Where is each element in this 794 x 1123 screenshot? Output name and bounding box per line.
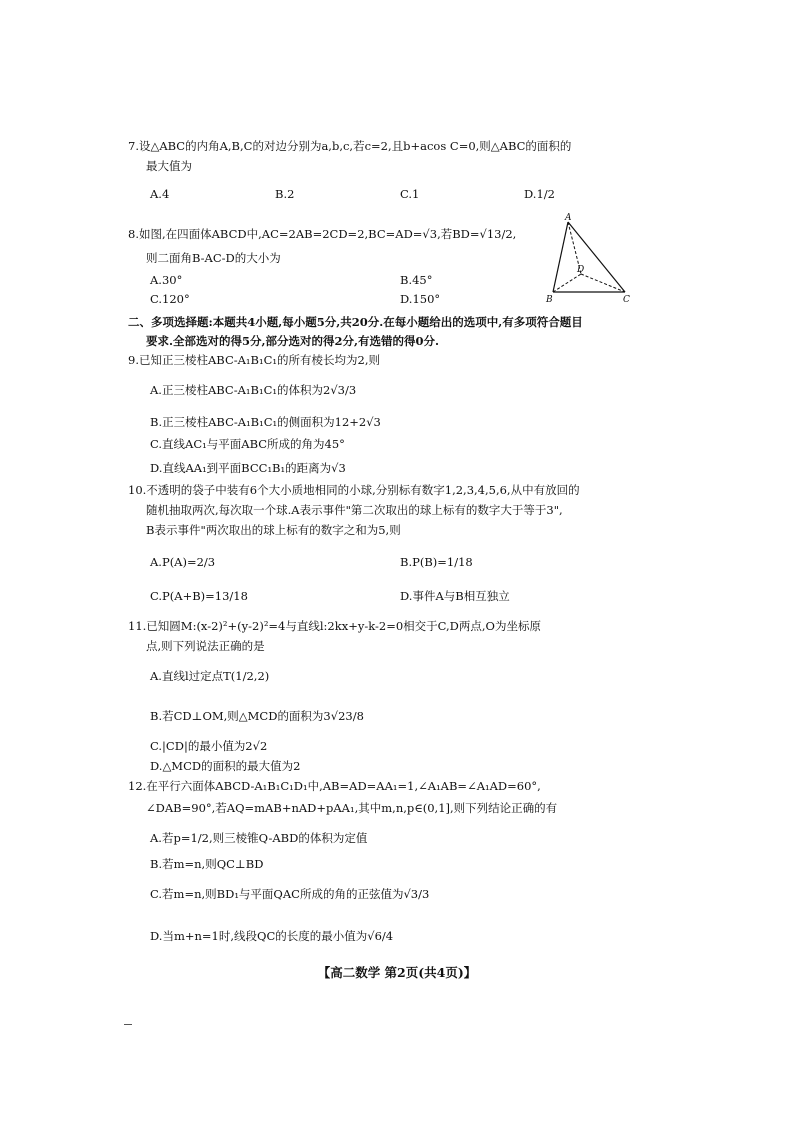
q12-option-d: D.当m+n=1时,线段QC的长度的最小值为√6/4 (150, 929, 394, 943)
q11-option-c: C.|CD|的最小值为2√2 (150, 739, 268, 753)
edge-bd (553, 274, 581, 292)
label-b: B (546, 295, 553, 304)
q10-option-c: C.P(A+B)=13/18 (150, 589, 248, 603)
q10-stem-line2: 随机抽取两次,每次取一个球.A表示事件"第二次取出的球上标有的数字大于等于3", (146, 503, 563, 517)
q10-option-d: D.事件A与B相互独立 (400, 589, 510, 603)
q11-option-b: B.若CD⊥OM,则△MCD的面积为3√23/8 (150, 709, 364, 723)
q9-option-c: C.直线AC₁与平面ABC所成的角为45° (150, 437, 345, 451)
q8-option-c: C.120° (150, 292, 190, 306)
q7-stem-line1: 7.设△ABC的内角A,B,C的对边分别为a,b,c,若c=2,且b+acos C=0,则△ABC的面积的 (128, 139, 572, 153)
section2-heading-line1: 二、多项选择题:本题共4小题,每小题5分,共20分.在每小题给出的选项中,有多项符合题目 (128, 315, 583, 329)
page-footer: 【高二数学 第2页(共4页)】 (317, 965, 477, 980)
q12-option-b: B.若m=n,则QC⊥BD (150, 857, 264, 871)
q12-option-c: C.若m=n,则BD₁与平面QAC所成的角的正弦值为√3/3 (150, 887, 430, 901)
q9-option-b: B.正三棱柱ABC-A₁B₁C₁的侧面积为12+2√3 (150, 415, 381, 429)
q7-stem-line2: 最大值为 (146, 159, 192, 173)
q10-stem-line3: B表示事件"两次取出的球上标有的数字之和为5,则 (146, 523, 401, 537)
q8-option-a: A.30° (150, 273, 183, 287)
q8-option-b: B.45° (400, 273, 433, 287)
q10-option-a: A.P(A)=2/3 (150, 555, 216, 569)
section2-heading-line2: 要求.全部选对的得5分,部分选对的得2分,有选错的得0分. (146, 334, 440, 348)
q7-option-a: A.4 (150, 187, 170, 201)
label-c: C (623, 295, 630, 304)
q11-option-a: A.直线l过定点T(1/2,2) (150, 669, 270, 683)
edge-ab (553, 222, 568, 292)
q7-option-b: B.2 (275, 187, 295, 201)
q7-option-c: C.1 (400, 187, 420, 201)
q12-stem-line1: 12.在平行六面体ABCD-A₁B₁C₁D₁中,AB=AD=AA₁=1,∠A₁AB=∠A₁AD=60°, (128, 779, 541, 793)
q12-option-a: A.若p=1/2,则三棱锥Q-ABD的体积为定值 (150, 831, 368, 845)
q8-option-d: D.150° (400, 292, 441, 306)
tetrahedron-figure (543, 212, 635, 304)
q9-stem: 9.已知正三棱柱ABC-A₁B₁C₁的所有棱长均为2,则 (128, 353, 380, 367)
q10-option-b: B.P(B)=1/18 (400, 555, 473, 569)
q7-option-d: D.1/2 (524, 187, 555, 201)
label-d: D (577, 265, 585, 275)
q10-stem-line1: 10.不透明的袋子中装有6个大小质地相同的小球,分别标有数字1,2,3,4,5,6,从中有放回的 (128, 483, 580, 497)
q8-stem-line2: 则二面角B-AC-D的大小为 (146, 251, 281, 265)
q8-stem-line1: 8.如图,在四面体ABCD中,AC=2AB=2CD=2,BC=AD=√3,若BD=√13/2, (128, 227, 517, 241)
q11-stem-line2: 点,则下列说法正确的是 (146, 639, 265, 653)
q9-option-a: A.正三棱柱ABC-A₁B₁C₁的体积为2√3/3 (150, 383, 357, 397)
q9-option-d: D.直线AA₁到平面BCC₁B₁的距离为√3 (150, 461, 346, 475)
q11-stem-line1: 11.已知圆M:(x-2)²+(y-2)²=4与直线l:2kx+y-k-2=0相交于C,D两点,O为坐标原 (128, 619, 541, 633)
q12-stem-line2: ∠DAB=90°,若AQ=mAB+nAD+pAA₁,其中m,n,p∈(0,1],则下列结论正确的有 (146, 801, 558, 815)
q11-option-d: D.△MCD的面积的最大值为2 (150, 759, 301, 773)
label-a: A (565, 213, 572, 223)
scan-mark (124, 1024, 132, 1025)
